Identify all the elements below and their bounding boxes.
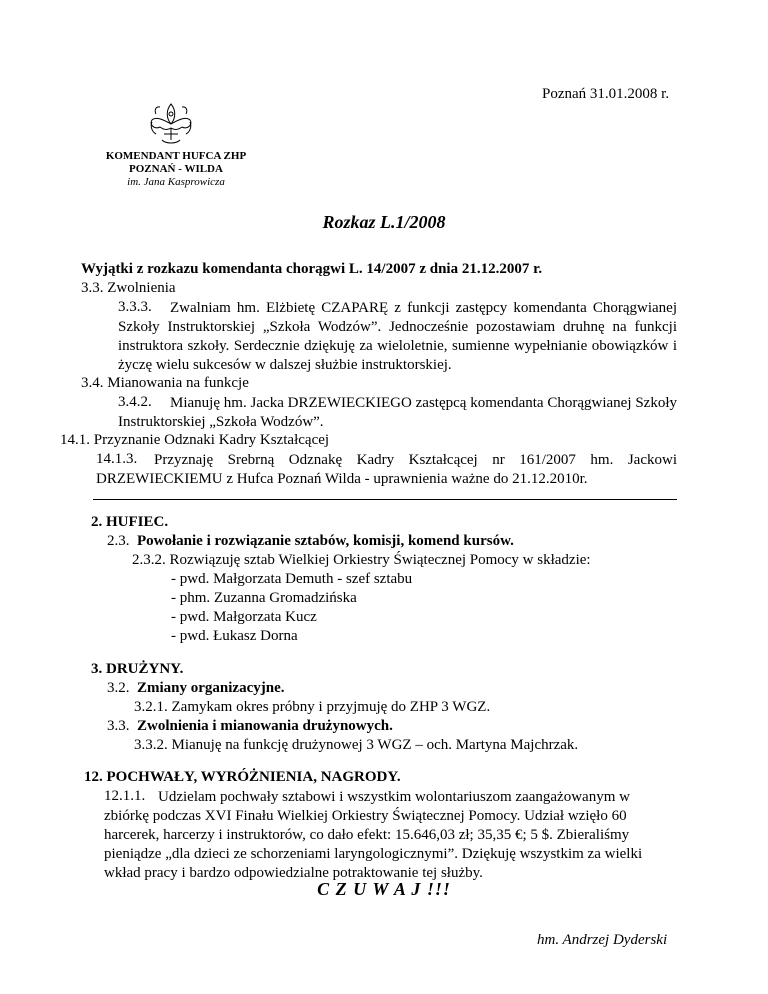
header-location: POZNAŃ - WILDA — [129, 163, 223, 175]
section-hufiec-heading: 2. HUFIEC. — [91, 514, 169, 530]
item-3-3-3-body — [118, 299, 677, 375]
section-3-2-title: Zmiany organizacyjne. — [137, 680, 285, 696]
item-2-3-2: 2.3.2. Rozwiązuję sztab Wielkiej Orkiestry Świątecznej Pomocy w składzie: — [132, 552, 591, 568]
member-1: - pwd. Małgorzata Demuth - szef sztabu — [171, 571, 413, 587]
item-3-4-2-number: 3.4.2. — [118, 394, 152, 410]
item-3-4-2-content: Mianuję hm. Jacka DRZEWIECKIEGO zastępcą komendanta Chorągwianej Szkoły Instruktorskiej „Szkoła Wodzów”. — [118, 395, 677, 430]
item-3-3-2: 3.3.2. Mianuję na funkcję drużynowej 3 WGZ – och. Martyna Majchrzak. — [134, 737, 579, 753]
section-3-3-heading: 3.3. Zwolnienia — [81, 280, 176, 296]
section-14-1-heading: 14.1. Przyznanie Odznaki Kadry Kształcącej — [60, 432, 330, 448]
item-14-1-3-content: Przyznaję Srebrną Odznakę Kadry Kształcącej nr 161/2007 hm. Jackowi DRZEWIECKIEMU z Hufca Poznań Wilda - uprawnienia ważne do 21.12.2010r. — [96, 452, 677, 487]
member-3: - pwd. Małgorzata Kucz — [171, 609, 317, 625]
section-3-3-number: 3.3. — [107, 718, 130, 734]
item-12-1-1-body — [104, 788, 660, 883]
section-2-3-title: Powołanie i rozwiązanie sztabów, komisji, komend kursów. — [137, 533, 514, 549]
closing-motto: C Z U W A J !!! — [317, 879, 451, 899]
item-12-1-1-content: Udzielam pochwały sztabowi i wszystkim wolontariuszom zaangażowanym w zbiórkę podczas XVI Finału Wielkiej Orkiestry Świątecznej Pomocy. Udział wzięło 60 harcerek, harcerzy i instruktorów, co dało efekt: 15.646,03 zł; 35,35 €; 5 $. Zbieraliśmy pieniądze „dla dzieci ze schorzeniami laryngologicznymi”. Dziękuję wszystkim za wielki wkład pracy i bardzo odpowiedzialne potraktowanie tej służby. — [104, 789, 643, 881]
section-druzyny-heading: 3. DRUŻYNY. — [91, 661, 184, 677]
section-3-3-title: Zwolnienia i mianowania drużynowych. — [137, 718, 393, 734]
item-3-2-1: 3.2.1. Zamykam okres próbny i przyjmuję do ZHP 3 WGZ. — [134, 699, 491, 715]
member-2: - phm. Zuzanna Gromadzińska — [171, 590, 357, 606]
item-14-1-3-number: 14.1.3. — [96, 451, 138, 467]
document-date: Poznań 31.01.2008 r. — [542, 86, 670, 102]
section-3-4-heading: 3.4. Mianowania na funkcje — [81, 375, 249, 391]
section-3-2-number: 3.2. — [107, 680, 130, 696]
section-pochwaly-heading: 12. POCHWAŁY, WYRÓŻNIENIA, NAGRODY. — [84, 769, 401, 785]
header-patron: im. Jana Kasprowicza — [127, 176, 225, 188]
header-org: KOMENDANT HUFCA ZHP — [105, 150, 247, 162]
item-3-3-3-content: Zwalniam hm. Elżbietę CZAPARĘ z funkcji zastępcy komendanta Chorągwianej Szkoły Instruktorskiej „Szkoła Wodzów”. Jednocześnie pozostawiam druhnę na funkcji instruktora szkoły. Serdecznie dziękuję za wieloletnie, sumienne wypełnianie obowiązków i życzę wielu sukcesów w dalszej służbie instruktorskiej. — [118, 300, 677, 373]
item-3-3-3-number: 3.3.3. — [118, 299, 152, 315]
item-14-1-3-body — [96, 451, 677, 489]
separator-line — [93, 499, 677, 500]
member-4: - pwd. Łukasz Dorna — [171, 628, 298, 644]
item-12-1-1-number: 12.1.1. — [104, 788, 146, 804]
zhp-logo-icon — [146, 100, 196, 146]
item-3-4-2-body — [118, 394, 677, 432]
signature: hm. Andrzej Dyderski — [537, 932, 668, 948]
section-2-3-number: 2.3. — [107, 533, 130, 549]
excerpt-heading: Wyjątki z rozkazu komendanta chorągwi L. 14/2007 z dnia 21.12.2007 r. — [81, 261, 543, 277]
document-title: Rozkaz L.1/2008 — [322, 212, 446, 232]
